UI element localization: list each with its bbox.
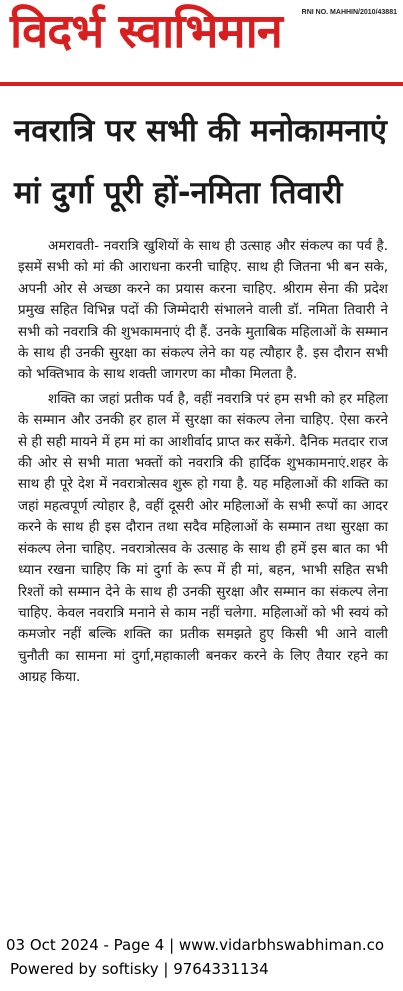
- rni-number: RNI NO. MAHHIN/2010/43881: [301, 9, 397, 16]
- article-body: [18, 236, 388, 692]
- headline-line-1: नवरात्रि पर सभी की मनोकामनाएं: [14, 113, 387, 149]
- article-headline: [14, 100, 399, 224]
- footer-date-page-url: 03 Oct 2024 - Page 4 | www.vidarbhswabhiman.co: [6, 936, 385, 954]
- headline-line-2: मां दुर्गा पूरी हों-नमिता तिवारी: [14, 175, 343, 211]
- newspaper-logo: विदर्भ स्वाभिमान: [10, 4, 282, 59]
- masthead: [0, 0, 403, 82]
- article-paragraph-2: शक्ति का जहां प्रतीक पर्व है, वहीं नवरात्रि परं हम सभी को हर महिला के सम्मान और उनकी हर हाल में सुरक्षा का संकल्प लेना चाहिए. ऐसा करने से ही सही मायने में हम मां का आशीर्वाद प्राप्त कर सकेंगे. दैनिक मतदार राज की ओर से सभी माता भक्तों को नवरात्रि की हार्दिक शुभकामनाएं.शहर के साथ ही पूरे देश में नवरात्रोत्सव शुरू हो गया है. यह महिलाओं की शक्ति का जहां महत्वपूर्ण त्योहार है, वहीं दूसरी ओर महिलाओं के सभी रूपों का आदर करने के साथ ही इस दौरान तथा सदैव महिलाओं के सम्मान तथा सुरक्षा का संकल्प लेना चाहिए. नवरात्रोत्सव के उत्साह के साथ ही हमें इस बात का भी ध्यान रखना चाहिए कि मां दुर्गा के रूप में ही मां, बहन, भाभी सहित सभी रिश्तों को सम्मान देने के साथ ही उनकी सुरक्षा और सम्मान का संकल्प लेना चाहिए. केवल नवरात्रि मनाने से काम नहीं चलेगा. महिलाओं को भी स्वयं को कमजोर नहीं बल्कि शक्ति का प्रतीक समझते हुए किसी भी आने वाली चुनौती का सामना मां दुर्गा,महाकाली बनकर करने के लिए तैयार रहने का आग्रह किया.: [18, 390, 388, 686]
- page-footer: [0, 932, 403, 991]
- masthead-divider: [0, 82, 403, 86]
- footer-powered-by: Powered by softisky | 9764331134: [10, 960, 269, 978]
- article-paragraph-1: अमरावती- नवरात्रि खुशियों के साथ ही उत्साह और संकल्प का पर्व है. इसमें सभी को मां की आराधना करनी चाहिए. साथ ही जितना भी बन सके, अपनी ओर से अच्छा करने का प्रयास करना चाहिए. श्रीराम सेना की प्रदेश प्रमुख सहित विभिन्न पदों की जिम्मेदारी संभालने वाली डॉ. नमिता तिवारी ने सभी को नवरात्रि की शुभकामनाएं दी हैं. उनके मुताबिक महिलाओं के सम्मान के साथ ही उनकी सुरक्षा का संकल्प लेने का यह त्यौहार है. इस दौरान सभी को भक्तिभाव के साथ शक्ती जागरण का मौका मिलता है.: [18, 238, 388, 383]
